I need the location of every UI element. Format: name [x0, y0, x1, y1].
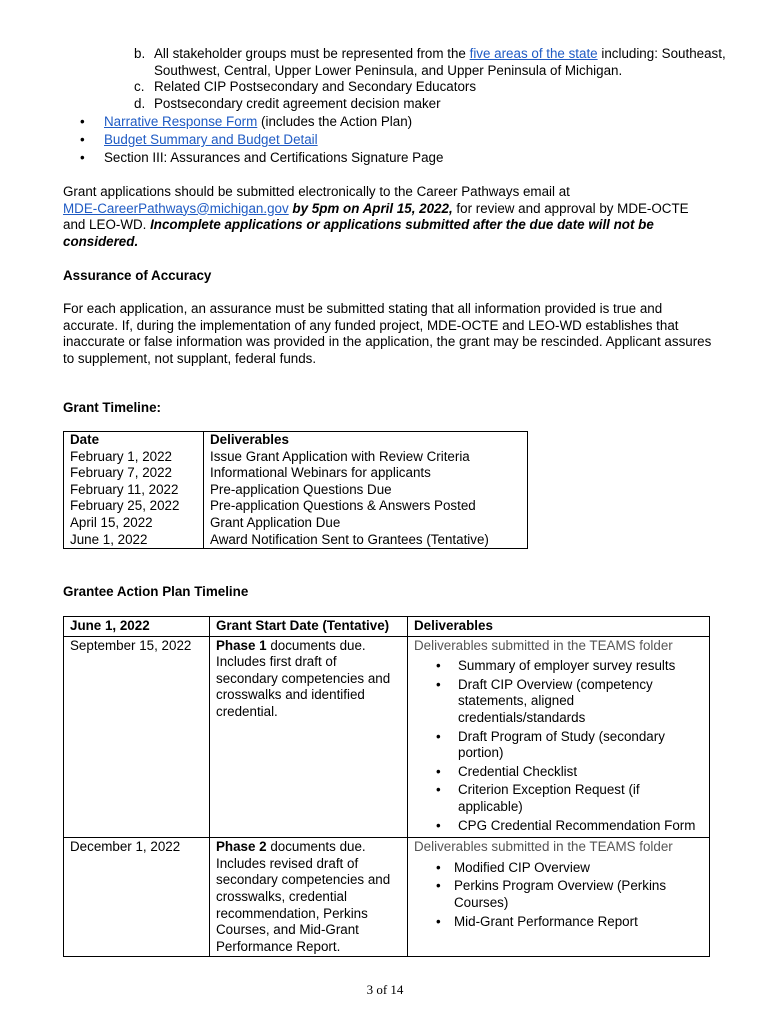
bullet-list: [80, 113, 680, 167]
list-item: • CPG Credential Recommendation Form: [436, 817, 696, 833]
list-marker: d.: [134, 95, 146, 111]
table-row: February 7, 2022 Informational Webinars for applicants: [64, 465, 528, 482]
list-marker: c.: [134, 79, 145, 94]
list-item: • Draft CIP Overview (competency statements, aligned credentials/standards: [436, 676, 653, 725]
table-row: February 25, 2022 Pre-application Questions & Answers Posted: [64, 498, 528, 515]
table-row: February 11, 2022 Pre-application Questions Due: [64, 482, 528, 499]
bullet-icon: •: [80, 150, 85, 165]
assurance-heading: Assurance of Accuracy: [63, 268, 212, 283]
bullet-icon: •: [436, 913, 441, 929]
action-plan-heading: Grantee Action Plan Timeline: [63, 584, 249, 599]
list-item: • Modified CIP Overview: [436, 859, 590, 875]
bullet-icon: •: [436, 817, 441, 833]
action-plan-table: [63, 616, 710, 957]
list-item: • Credential Checklist: [436, 763, 578, 779]
list-marker: b.: [134, 46, 146, 61]
list-item: • Summary of employer survey results: [436, 658, 676, 674]
five-areas-link[interactable]: five areas of the state: [469, 46, 598, 61]
deliverables-list: [414, 658, 703, 834]
bullet-icon: •: [436, 728, 441, 744]
list-item: • Mid-Grant Performance Report: [436, 913, 638, 929]
list-item: d. Postsecondary credit agreement decision maker: [134, 95, 441, 111]
bullet-icon: •: [436, 658, 441, 674]
table-header-row: June 1, 2022 Grant Start Date (Tentative) Deliverables: [64, 617, 710, 637]
bullet-icon: •: [80, 132, 85, 147]
list-item: • Narrative Response Form (includes the Action Plan): [80, 114, 413, 129]
bullet-icon: •: [436, 782, 441, 798]
narrative-response-form-link[interactable]: Narrative Response Form: [104, 114, 258, 129]
table-row: December 1, 2022 Phase 2 documents due. Includes revised draft of secondary competencies and crosswalks, credential recommendation, Perkins Courses, and Mid-Grant Performance Report. Deliverables submitted in the TEAMS folder • Modified CIP Overview • Perkins Program Overview (Perkins Courses) • Mid-Grant Performance Report: [64, 838, 710, 957]
list-item: [80, 131, 680, 149]
bullet-icon: •: [436, 859, 441, 875]
bullet-icon: •: [80, 114, 85, 129]
table-row: June 1, 2022 Award Notification Sent to Grantees (Tentative): [64, 532, 528, 549]
grant-timeline-table: [63, 431, 528, 549]
assurance-paragraph: For each application, an assurance must be submitted stating that all information provided is true and accurate. If, during the implementation of any funded project, MDE-OCTE and LEO-WD establishes that inaccurate or false information was provided in the application, the grant may be rescinded. Applicant assures to supplement, not supplant, federal funds.: [63, 301, 712, 366]
list-item: • Perkins Program Overview (Perkins Courses): [436, 878, 667, 910]
deliverables-list: [414, 860, 703, 930]
career-pathways-email-link[interactable]: MDE-CareerPathways@michigan.gov: [63, 200, 289, 216]
table-row: February 1, 2022 Issue Grant Application with Review Criteria: [64, 449, 528, 466]
list-item: b. All stakeholder groups must be represented from the five areas of the state including: Southeast, Southwest, Central, Upper Lower Peninsula, and Upper Peninsula of Michigan.: [134, 46, 726, 78]
table-header-row: Date Deliverables: [64, 432, 528, 449]
bullet-icon: •: [436, 763, 441, 779]
list-item: c. Related CIP Postsecondary and Secondary Educators: [134, 79, 477, 94]
submission-paragraph: Grant applications should be submitted electronically to the Career Pathways email at MDE-CareerPathways@michigan.gov by 5pm on April 15, 2022, for review and approval by MDE-OCTE and LEO-WD. Incomplete applications or applications submitted after the due date will not be considered.: [63, 184, 689, 249]
timeline-heading: Grant Timeline:: [63, 400, 161, 415]
list-item: • Section III: Assurances and Certifications Signature Page: [80, 150, 444, 165]
page-number: 3 of 14: [366, 982, 404, 997]
table-row: September 15, 2022 Phase 1 documents due. Includes first draft of secondary competencies and crosswalks and identified credential. Deliverables submitted in the TEAMS folder • Summary of employer survey results • Draft CIP Overview (competency statements, aligned credentials/standards • Draft Program of Study (secondary portion) • Credential Checklist • Criterion Exception Request (if applicable) • CPG Credential Recommendation Form: [64, 636, 710, 838]
table-row: April 15, 2022 Grant Application Due: [64, 515, 528, 532]
bullet-icon: •: [436, 676, 441, 692]
bullet-icon: •: [436, 878, 441, 894]
alpha-list: [134, 46, 734, 112]
list-item: • Draft Program of Study (secondary portion): [436, 728, 665, 761]
list-item: • Criterion Exception Request (if applicable): [436, 782, 640, 814]
budget-summary-link[interactable]: Budget Summary and Budget Detail: [104, 132, 318, 147]
